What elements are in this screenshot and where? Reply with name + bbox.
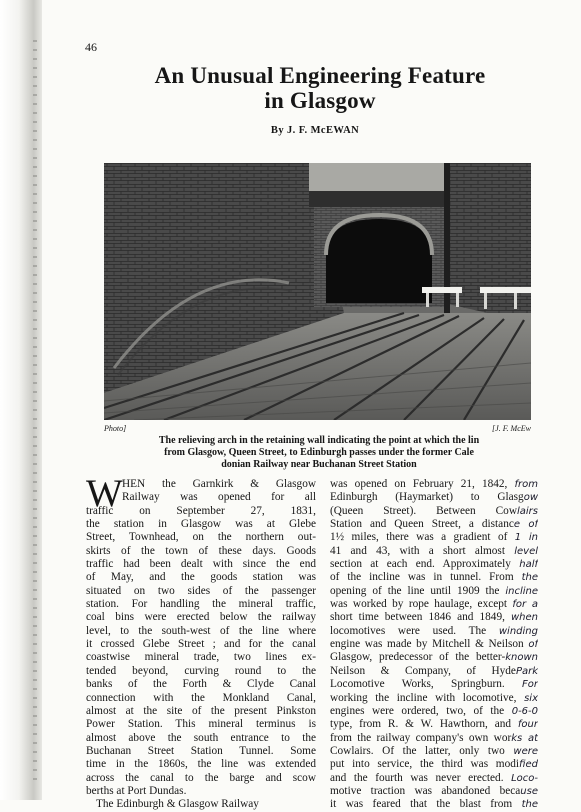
article-byline: By J. F. McEWAN — [270, 125, 360, 136]
photo-caption-line: The relieving arch in the retaining wall indicating the point at which the lin — [158, 435, 480, 446]
paragraph-line: The Edinburgh & Glasgow Railway — [96, 798, 259, 811]
handwritten-note: lairs — [516, 505, 538, 517]
article-column-right — [330, 478, 538, 812]
handwritten-note: fied — [519, 759, 538, 771]
paragraph-line — [330, 558, 538, 571]
printed-text: Locomotive Works, Springburn. — [330, 678, 505, 691]
paragraph-line — [330, 598, 538, 611]
paragraph-line: Railway was opened for all — [122, 491, 316, 504]
paragraph-line — [330, 545, 538, 558]
printed-text: and the fourth was never erected. — [330, 771, 504, 784]
printed-text: from the railway company's own wor — [330, 731, 512, 744]
printed-text: 1½ miles, there was a gradient of — [330, 531, 508, 544]
handwritten-note: 1 in — [514, 532, 538, 544]
paragraph-line: coal bins were erected below the railway — [86, 611, 316, 624]
paragraph-line: traffic on September 27, 1831, — [86, 504, 316, 517]
paragraph-line: skirts of the town of these days. Goods — [86, 544, 316, 557]
printed-text: locomotives were used. The — [330, 624, 487, 637]
printed-text: Neilson & Company, of Hyde — [330, 664, 516, 677]
paragraph-line: situated on two sides of the passenger — [86, 584, 316, 597]
article-column-left — [86, 472, 316, 812]
printed-text: short time between 1846 and 1849, — [330, 611, 505, 624]
paragraph-line: HEN the Garnkirk & Glasgow — [122, 478, 316, 490]
article-title-line-1: An Unusual Engineering Feature — [154, 63, 486, 88]
paragraph-line: level, to the south-west of the line where — [86, 624, 316, 637]
paragraph-line — [330, 678, 538, 691]
printed-text: of the incline was in tunnel. From — [330, 571, 514, 584]
tunnel-photograph-image — [104, 163, 531, 420]
paragraph-line — [330, 758, 538, 771]
paragraph-line: almost above the south entrance to the — [86, 731, 316, 744]
handwritten-note: were — [513, 745, 538, 757]
paragraph-line: Power Station. This mineral terminus is — [86, 718, 316, 731]
paragraph-line — [330, 505, 538, 518]
handwritten-note: known — [505, 652, 538, 664]
paragraph-line — [330, 732, 538, 745]
page-number: 46 — [85, 40, 97, 54]
handwritten-note: level — [514, 545, 538, 557]
paragraph-line — [330, 665, 538, 678]
paragraph-line — [330, 651, 538, 664]
handwritten-note: for a — [512, 599, 538, 611]
paragraph-line: coastwise mineral trade, two lines ex- — [86, 651, 316, 664]
drop-cap: W — [86, 472, 123, 515]
paragraph-line — [330, 518, 538, 531]
page-binding-edge — [0, 0, 42, 800]
printed-text: working the incline with locomotive, — [330, 691, 517, 704]
handwritten-note: use — [520, 785, 538, 797]
binding-stitch-marks — [33, 40, 37, 780]
paragraph-line — [330, 585, 538, 598]
paragraph-line — [330, 745, 538, 758]
printed-text: section at each end. Approximately — [330, 558, 511, 571]
handwritten-note: incline — [505, 585, 538, 597]
paragraph-line: across the canal to the barge and scow — [86, 771, 316, 784]
handwritten-note: winding — [498, 625, 538, 637]
paragraph-line — [330, 718, 538, 731]
printed-text: Cowlairs. Of the latter, only two — [330, 744, 505, 757]
printed-text: put into service, the third was modi — [330, 758, 520, 771]
paragraph-line: the station in Glasgow was at Glebe — [86, 518, 316, 531]
paragraph-line: connection with the Monkland Canal, — [86, 691, 316, 704]
paragraph-line — [330, 478, 538, 491]
paragraph-line — [330, 571, 538, 584]
paragraph-line: station. For handling the mineral traffic, — [86, 598, 316, 611]
photographer-credit: [J. F. McEw — [492, 424, 531, 433]
handwritten-note: the — [521, 572, 538, 584]
handwritten-note: the — [521, 799, 538, 811]
handwritten-note: Park — [515, 665, 538, 677]
printed-text: was worked by rope haulage, except — [330, 598, 508, 611]
paragraph-line — [330, 692, 538, 705]
paragraph-line: almost at the site of the present Pinkston — [86, 704, 316, 717]
printed-text: it was feared that the blast from — [330, 798, 513, 811]
paragraph-line — [330, 491, 538, 504]
printed-text: Glasgow, predecessor of the better- — [330, 651, 506, 664]
printed-text: opening of the line until 1909 the — [330, 584, 500, 597]
photo-caption-line: donian Railway near Buchanan Street Station — [221, 459, 417, 470]
paragraph-line: Street, Townhead, on the northern out- — [86, 531, 316, 544]
handwritten-note: Loco- — [511, 772, 538, 784]
paragraph-line: time in the 1860s, the line was extended — [86, 758, 316, 771]
paragraph-line — [330, 531, 538, 544]
article-title-line-2: in Glasgow — [264, 88, 376, 113]
photo-credit-label: Photo] — [104, 424, 127, 433]
paragraph-line — [330, 611, 538, 624]
handwritten-note: 0-6-0 — [511, 705, 538, 717]
handwritten-note: ks at — [511, 732, 538, 744]
handwritten-note: ow — [523, 492, 538, 504]
paragraph-line — [330, 705, 538, 718]
paragraph-line: Buchanan Street Station Tunnel. Some — [86, 744, 316, 757]
paragraph-line — [330, 772, 538, 785]
printed-text: (Queen Street). Between Cow — [330, 504, 517, 517]
printed-text: engine was made by Mitchell & Neilson — [330, 638, 524, 651]
paragraph-line: berths at Port Dundas. — [86, 784, 187, 797]
paragraph-line — [330, 638, 538, 651]
paragraph-line — [330, 625, 538, 638]
photo-caption-line: from Glasgow, Queen Street, to Edinburgh passes under the former Cale — [164, 447, 474, 458]
printed-text: type, from R. & W. Hawthorn, and — [330, 718, 512, 731]
printed-text: 41 and 43, with a short almost — [330, 544, 505, 557]
handwritten-note: For — [522, 679, 538, 691]
printed-text: Station and Queen Street, a distanc — [330, 518, 514, 531]
tunnel-photograph — [104, 163, 531, 420]
printed-text: engines were ordered, two, of the — [330, 704, 505, 717]
paragraph-line — [330, 785, 538, 798]
printed-text: Edinburgh (Haymarket) to Glasg — [330, 491, 524, 504]
paragraph-line — [330, 798, 538, 811]
handwritten-note: from — [514, 479, 538, 490]
handwritten-note: e of — [513, 519, 538, 531]
printed-text: was opened on February 21, 1842, — [330, 478, 508, 490]
handwritten-note: of — [528, 639, 538, 651]
handwritten-note: six — [524, 692, 538, 704]
handwritten-note: half — [519, 559, 538, 571]
printed-text: motive traction was abandoned beca — [330, 784, 521, 797]
paragraph-line: banks of the Forth & Clyde Canal — [86, 678, 316, 691]
paragraph-line: it crossed Glebe Street ; and for the canal — [86, 638, 316, 651]
paragraph-line: traffic had been dealt with since the end — [86, 558, 316, 571]
handwritten-note: when — [510, 612, 538, 624]
handwritten-note: four — [517, 719, 538, 731]
paragraph-line: tended beyond, curving round to the — [86, 664, 316, 677]
paragraph-line: of May, and the goods station was — [86, 571, 316, 584]
